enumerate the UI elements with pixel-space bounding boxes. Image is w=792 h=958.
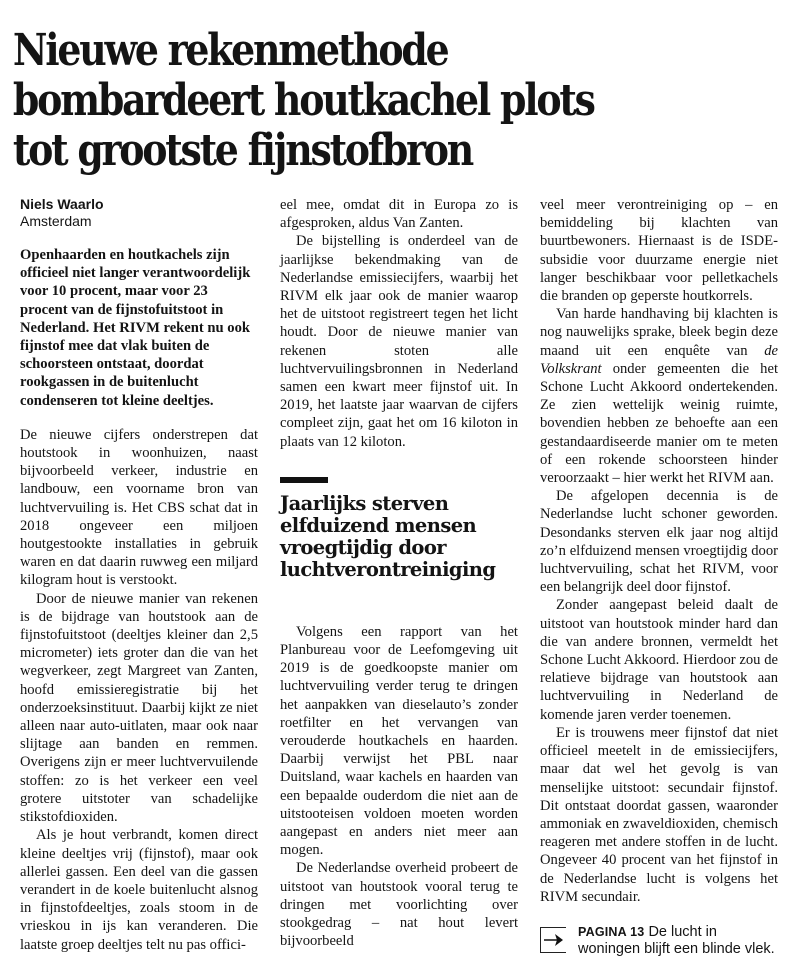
- body-paragraph: Als je hout verbrandt, komen direct kleine deeltjes vrij (fijnstof), maar ook allerlei gassen. Een deel van die gassen verandert in de koele buitenlucht alsnog in fijnstofdeeltjes, zoals stoom in de vrieskou in ijs kan veranderen. Die laatste groep deeltjes telt nu pas offici-: [20, 827, 258, 953]
- column-2-bottom: [280, 623, 518, 951]
- body-paragraph: veel meer verontreiniging op – en bemiddeling bij klachten van buurtbewoners. Hiernaast is de ISDE-subsidie voor duurzame energie niet langer beschikbaar voor pelletkachels die branden op geperste houtkorrels.: [540, 197, 778, 305]
- headline-line: Nieuwe rekenmethode: [12, 25, 448, 76]
- headline-line: bombardeert houtkachel plots: [12, 75, 594, 126]
- body-paragraph: Zonder aangepast beleid daalt de uitstoot van houtstook minder hard dan die van andere bronnen, vermeldt het Schone Lucht Akkoord. Hierdoor zou de relatieve bijdrage van houtstook aan luchtvervuiling in Nederland de komende jaren verder toenemen.: [540, 597, 778, 723]
- dateline-place: Amsterdam: [20, 213, 92, 229]
- article-columns: [0, 176, 792, 958]
- author-name: Niels Waarlo: [20, 196, 104, 212]
- body-paragraph: [540, 305, 778, 487]
- subheading-line: elfduizend mensen: [280, 513, 477, 537]
- column-1: [20, 196, 258, 954]
- body-paragraph: De Nederlandse overheid probeert de uitstoot van houtstook vooral terug te dringen met voorlichting over stookgedrag – nat hout levert bijvoorbeeld: [280, 860, 518, 950]
- page-reference[interactable]: [540, 924, 778, 958]
- subheading-block: [280, 477, 518, 581]
- subheading: [280, 493, 518, 581]
- byline: [20, 196, 258, 230]
- body-paragraph: De afgelopen decennia is de Nederlandse lucht schoner geworden. Desondanks sterven elk jaar nog altijd zo’n elfduizend mensen vroegtijdig door luchtvervuiling, schat het RIVM, voor een belangrijk deel door fijnstof.: [540, 488, 778, 596]
- column-3: [540, 196, 778, 958]
- body-paragraph: Er is trouwens meer fijnstof dat niet officieel meetelt in de emissiecijfers, maar dat wel het gevolg is van menselijke uitstoot: secundair fijnstof. Dit ontstaat doordat gassen, waaronder ammoniak en zwaveldioxiden, chemisch reageren met andere stoffen in de lucht. Ongeveer 40 procent van het fijnstof in de Nederlandse lucht is volgens het RIVM secundair.: [540, 724, 778, 905]
- page-reference-text: [578, 924, 778, 958]
- subheading-line: vroegtijdig door: [280, 535, 446, 559]
- lead-paragraph: Openhaarden en houtkachels zijn officieel niet langer verantwoordelijk voor 10 procent, maar voor 23 procent van de fijnstofuitstoot in Nederland. Het RIVM rekent nu ook fijnstof mee dat vlak buiten de schoorsteen ontstaat, doordat rookgassen in de buitenlucht condenseren tot kleine deeltjes.: [20, 247, 251, 409]
- body-paragraph: eel mee, omdat dit in Europa zo is afgesproken, aldus Van Zanten.: [280, 197, 518, 232]
- body-text: onder gemeenten die het Schone Lucht Akkoord ondertekenden. Ze zien wettelijk weinig ruimte, bovendien hebben ze behoefte aan een gestandaardiseerde manier om te meten of een rokende schoorsteen hinder veroorzaakt – hier werkt het RIVM aan.: [540, 360, 778, 487]
- body-paragraph: Door de nieuwe manier van rekenen is de bijdrage van houtstook aan de fijnstofuitstoot (deeltjes kleiner dan 2,5 micrometer) iets groter dan die van het wegverkeer, zegt Margreet van Zanten, hoofd emissieregistratie bij het onderzoeksinstituut. Daarbij kijkt ze niet alleen naar auto-uitlaten, maar ook naar slijtage aan banden en remmen. Overigens zijn er meer luchtvervuilende stoffen: zo is het verkeer een veel grotere uitstoter van schadelijke stikstofdioxiden.: [20, 590, 258, 826]
- publication-name: de Volkskrant: [540, 342, 778, 377]
- body-paragraph: Volgens een rapport van het Planbureau voor de Leefomgeving uit 2019 is de goedkoopste manier om luchtvervuiling verder terug te dringen het aanpakken van dieselauto’s zonder roetfilter en het vervangen van verouderde houtkachels en haarden. Daarbij verwijst het PBL naar Duitsland, waar kachels en haarden van een bepaalde ouderdom die niet aan de uitstooteisen voldoen moeten worden aangepast en anders niet meer aan mogen.: [280, 623, 518, 859]
- headline-line: tot grootste fijnstofbron: [12, 125, 473, 176]
- page-reference-teaser: De lucht in woningen blijft een blinde vlek.: [578, 923, 775, 957]
- subhead-rule: [280, 477, 328, 483]
- subheading-line: luchtverontreiniging: [280, 557, 496, 581]
- headline: [0, 0, 773, 176]
- column-2: [280, 196, 518, 951]
- body-paragraph: De bijstelling is onderdeel van de jaarlijkse bekendmaking van de Nederlandse emissiecijfers, waarbij het RIVM elk jaar ook de manier waarop het de uitstoot registreert tegen het licht houdt. Door de nieuwe manier van rekenen stoten alle luchtvervuilingsbronnen in Nederland samen een kwart meer fijnstof uit. In 2019, het laatste jaar waarvan de cijfers compleet zijn, gaat het om 16 kiloton in plaats van 12 kiloton.: [280, 233, 518, 450]
- body-paragraph: De nieuwe cijfers onderstrepen dat houtstook in woonhuizen, naast bijvoorbeeld verkeer, industrie en landbouw, een voorname bron van luchtvervuiling is. Het CBS schat dat in 2018 ongeveer een miljoen houtgestookte installaties in gebruik waren en dat daarin ruwweg een miljard kilogram hout is verstookt.: [20, 426, 258, 589]
- arrow-right-icon: [540, 927, 566, 953]
- subheading-line: Jaarlijks sterven: [280, 491, 449, 515]
- body-text: Van harde handhaving bij klachten is nog nauwelijks sprake, bleek begin deze maand uit een enquête van: [540, 306, 778, 359]
- page-reference-label: PAGINA 13: [578, 924, 645, 939]
